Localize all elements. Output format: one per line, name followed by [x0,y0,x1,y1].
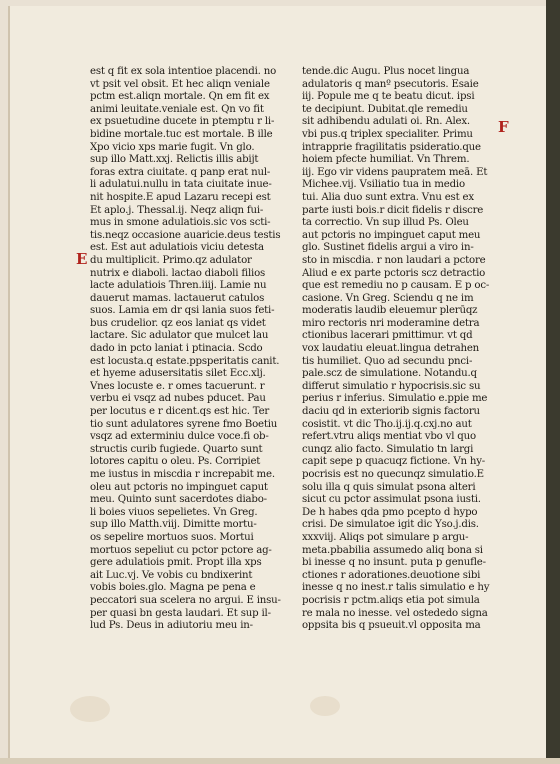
text-line: lud Ps. Deus in adiutoriu meu in- [90,620,253,632]
text-line: vbi pus.q triplex specialiter. Primu [302,128,473,140]
text-line: pocrisis est no quecunqz simulatio.E [302,469,484,480]
text-line: meta.pbabilia assumedo aliq bona si [302,544,483,556]
text-column-left [90,66,288,633]
text-line: parte iusti bois.r dicit fidelis r discre [302,204,484,216]
text-line: oleu aut pctoris no impinguet caput [90,481,268,493]
page-edge-shadow [0,758,560,764]
text-line: meu. Quinto sunt sacerdotes diabo- [90,494,267,506]
text-line: mortuos sepeliut cu pctor pctore ag- [90,544,272,556]
margin-note-left: E [76,250,88,268]
text-line: lotores capitu o oleu. Ps. Corripiet [90,456,261,468]
text-line: nit hospite.E apud Lazaru recepi est [90,191,271,203]
text-line: refert.vtru aliqs mentiat vbo vl quo [302,431,476,443]
text-line: sup illo Matth.viij. Dimitte mortu- [90,519,257,531]
text-line: li adulatui.nullu in tata ciuitate inue- [90,179,272,191]
text-line: daciu qd in exteriorib signis factoru [302,406,480,418]
text-line: cunqz alio facto. Simulatio tn largi [302,443,474,455]
text-line: iij. Popule me q te beatu dicut. ipsi [302,91,475,103]
text-line: mus in smone adulatiois.sic vos scti- [90,217,271,229]
text-line: que est remediu no p causam. E p oc- [302,280,490,292]
text-line: capit sepe p quacuqz fictione. Vn hy- [302,456,486,468]
text-line: vt psit vel obsit. Et hec aliqn veniale [90,78,270,90]
text-line: bi inesse q no insunt. puta p genufle- [302,557,486,569]
text-line: vobis boies.glo. Magna pe pena e [90,582,256,594]
text-line: tis humiliet. Quo ad secundu pnci- [302,355,473,367]
text-line: oppsita bis q psueuit.vl opposita ma [302,620,481,632]
book-spine [546,0,560,764]
text-line: intrapprie fragilitatis psideratio.que [302,141,481,153]
text-line: lactare. Sic adulator que mulcet lau [90,330,269,342]
text-line: Et aplo.j. Thessal.ij. Neqz aliqn fui- [90,204,264,216]
text-line: pctm est.aliqn mortale. Qn em fit ex [90,91,270,103]
text-line: vsqz ad exterminiu dulce voce.fi ob- [90,431,269,443]
text-line: suos. Lamia em dr qsi lania suos feti- [90,305,275,317]
text-line: tis.neqz occasione auaricie.deus testis [90,229,281,241]
text-line: ait Luc.vj. Ve vobis cu bndixerint [90,569,253,581]
text-line: Aliud e ex parte pctoris scz detractio [302,267,486,279]
text-line: solu illa q quis simulat psona alteri [302,481,476,493]
text-line: miro rectoris nri moderamine detra [302,317,480,329]
text-line: structis curib fugiede. Quarto sunt [90,443,263,455]
text-line: foras extra ciuitate. q panp erat nul- [90,166,271,178]
text-line: vox laudatiu eleuat.lingua detrahen [302,343,480,355]
text-line: du multiplicit. Primo.qz adulator [90,254,252,266]
text-line: perius r inferius. Simulatio e.ppie me [302,393,488,405]
text-line: tui. Alia duo sunt extra. Vnu est ex [302,191,474,203]
text-line: sup illo Matt.xxj. Relictis illis abijt [90,154,259,166]
text-line: Xpo vicio xps marie fugit. Vn glo. [90,141,255,153]
text-line: et hyeme adusersitatis silet Ecc.xlj. [90,368,266,380]
text-line: sto in miscdia. r non laudari a pctore [302,254,486,266]
text-line: ex psuetudine ducete in ptemptu r li- [90,116,275,128]
text-line: hoiem pfecte humiliat. Vn Threm. [302,154,470,166]
text-line: est. Est aut adulatiois viciu detesta [90,242,264,254]
text-line: crisi. De simulatoe igit dic Yso.j.dis. [302,519,479,531]
text-line: tio sunt adulatores syrene fmo Boetiu [90,418,278,430]
text-line: ctiones r adorationes.deuotione sibi [302,569,481,581]
text-column-right [302,66,500,633]
text-line: os sepelire mortuos suos. Mortui [90,531,254,543]
text-line: dado in pcto laniat i ptinacia. Scdo [90,343,263,355]
text-line: gere adulatiois pmit. Propt illa xps [90,557,262,569]
text-line: xxxviij. Aliqs pot simulare p argu- [302,531,469,543]
text-line: peccatori sua scelera no argui. E insu- [90,594,281,606]
text-line: lacte adulatiois Thren.iiij. Lamie nu [90,280,267,292]
text-line: inesse q no inest.r talis simulatio e hy [302,582,490,594]
text-line: per locutus e r dicent.qs est hic. Ter [90,406,270,418]
text-line: differut simulatio r hypocrisis.sic su [302,380,481,392]
text-line: li boies viuos sepelietes. Vn Greg. [90,506,258,518]
text-line: dauerut mamas. lactauerut catulos [90,292,265,304]
paper-stain [310,696,340,716]
text-line: nutrix e diaboli. lactao diaboli filios [90,267,266,279]
text-line: te decipiunt. Dubitat.qle remediu [302,103,468,115]
text-line: tende.dic Augu. Plus nocet lingua [302,66,470,77]
text-line: ctionibus lacerari pmittimur. vt qd [302,330,473,342]
text-line: De h habes qda pmo pcepto d hypo [302,506,478,518]
text-line: sit adhibendu adulati oi. Rn. Alex. [302,116,470,128]
text-line: cosistit. vt dic Tho.ij.ij.q.cxj.no aut [302,418,472,430]
text-line: est q fit ex sola intentioe placendi. no [90,66,277,77]
text-line: re mala no inesse. vel ostededo signa [302,607,488,619]
margin-note-right: F [498,118,509,136]
text-line: moderatis laudib eleuemur plerūqz [302,305,478,317]
paper-stain [70,696,110,722]
text-line: bidine mortale.tuc est mortale. B ille [90,128,273,140]
text-line: ta correctio. Vn sup illud Ps. Oleu [302,217,469,229]
text-line: est locusta.q estate.ppsperitatis canit. [90,355,280,367]
text-line: adulatoris q manº psecutoris. Esaie [302,78,479,90]
text-line: bus crudelior. qz eos laniat qs videt [90,317,266,329]
text-line: aut pctoris no impinguet caput meu [302,229,481,241]
text-line: Michee.vij. Vsiliatio tua in medio [302,179,465,191]
text-line: casione. Vn Greg. Sciendu q ne im [302,292,474,304]
text-line: Vnes locuste e. r omes tacuerunt. r [90,380,265,392]
text-line: pocrisis r pctm.aliqs etia pot simula [302,594,480,606]
text-line: pale.scz de simulatione. Notandu.q [302,368,477,380]
text-line: me iustus in miscdia r increpabit me. [90,469,275,480]
text-line: per quasi bn gesta laudari. Et sup il- [90,607,271,619]
text-line: verbu ei vsqz ad nubes pducet. Pau [90,393,266,405]
text-line: animi leuitate.veniale est. Qn vo fit [90,103,264,115]
text-line: iij. Ego vir videns paupratem meā. Et [302,166,488,178]
text-line: glo. Sustinet fidelis argui a viro in- [302,242,474,254]
text-line: sicut cu pctor assimulat psona iusti. [302,494,481,506]
